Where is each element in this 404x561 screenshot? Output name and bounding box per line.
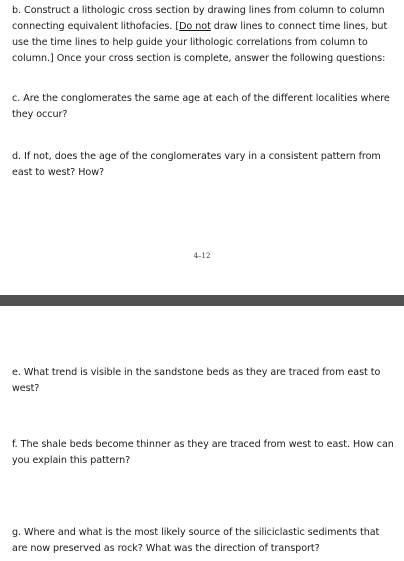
question-c: c. Are the conglomerates the same age at each of the different localities where they occur?	[12, 93, 390, 120]
question-b-underlined: Do not	[179, 21, 211, 32]
page-separator	[0, 295, 404, 306]
question-b-text-2: draw lines to connect time lines, but use the time lines to help guide your lithologic correlations from column to column.] Once your cross section is complete, answer the following questions:	[12, 21, 388, 64]
question-g: g. Where and what is the most likely source of the siliciclastic sediments that are now preserved as rock? What was the direction of transport?	[12, 527, 380, 554]
page-number: 4–12	[193, 252, 211, 260]
page-bottom	[0, 306, 404, 561]
question-b-text-1: b. Construct a lithologic cross section by drawing lines from column to column connecting equivalent lithofacies. [	[12, 5, 385, 32]
question-e: e. What trend is visible in the sandstone beds as they are traced from east to west?	[12, 367, 381, 394]
question-d: d. If not, does the age of the conglomerates vary in a consistent pattern from east to west? How?	[12, 151, 381, 178]
question-f: f. The shale beds become thinner as they are traced from west to east. How can you explain this pattern?	[12, 439, 394, 466]
question-b	[12, 3, 396, 67]
